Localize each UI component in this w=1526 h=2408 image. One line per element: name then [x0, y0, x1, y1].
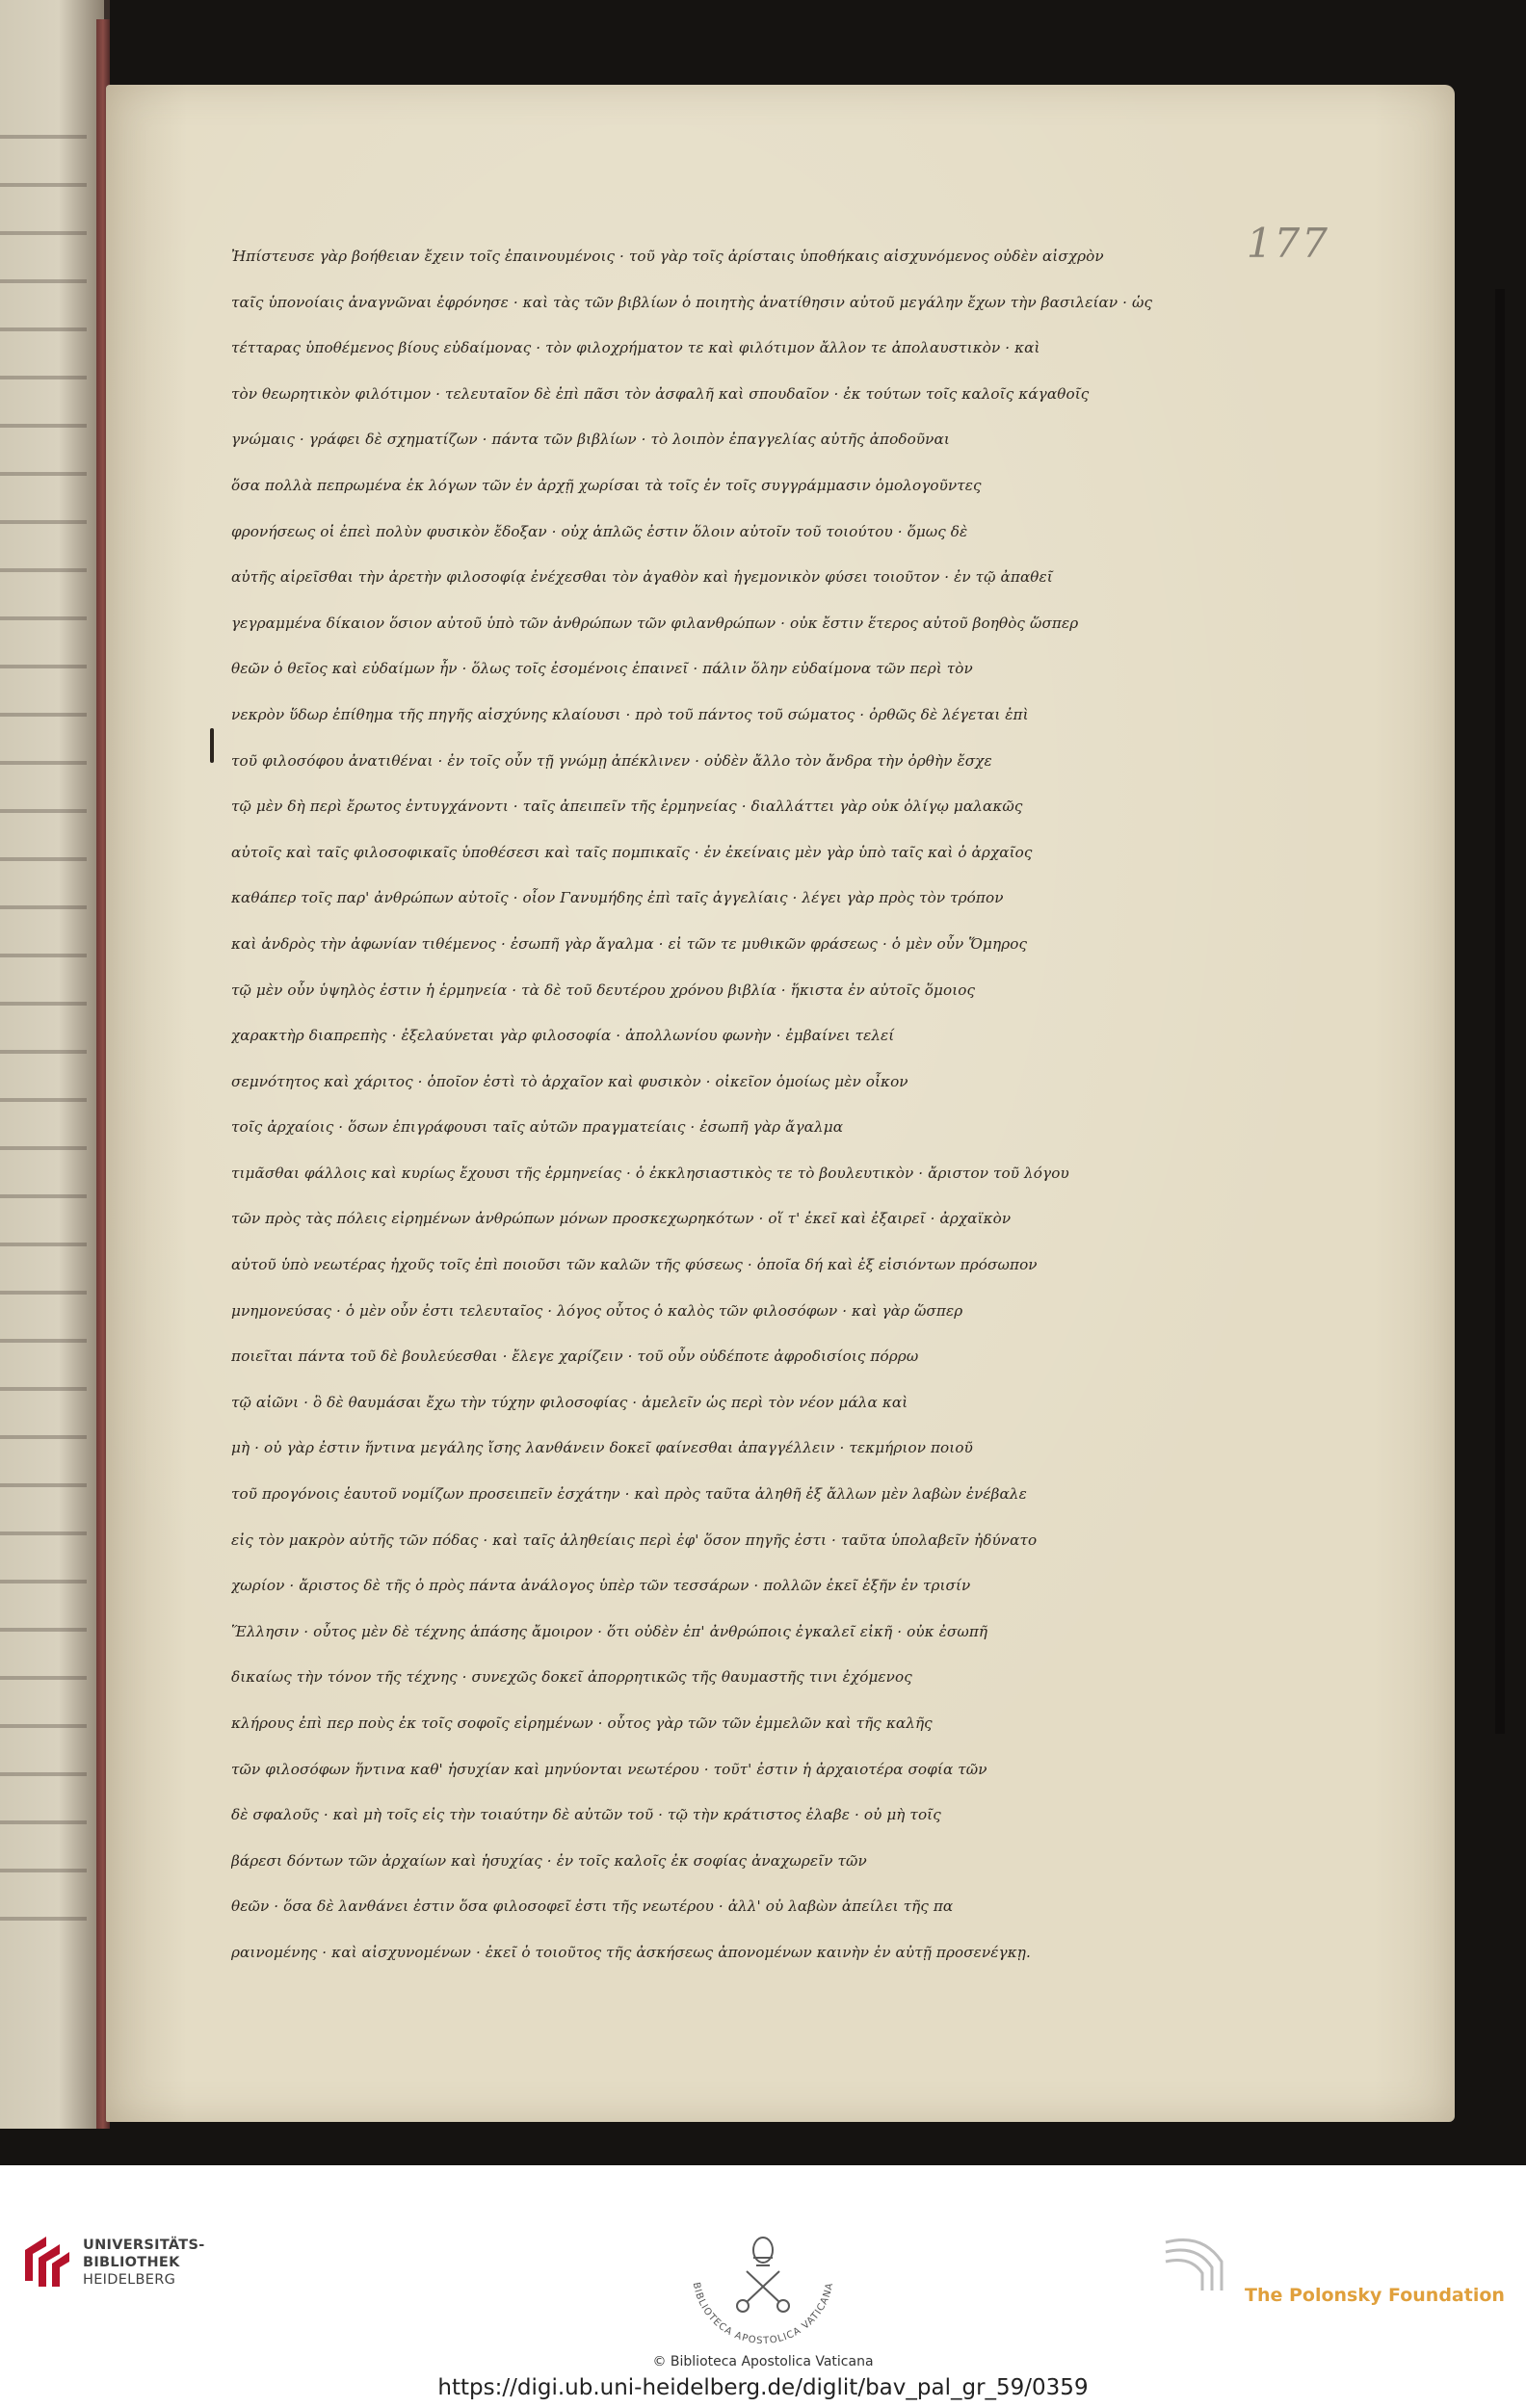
- manuscript-line: φρονήσεως οἱ ἐπεὶ πολὺν φυσικὸν ἔδοξαν · οὐχ ἁπλῶς ἐστιν ὅλοιν αὐτοῖν τοῦ τοιούτου · ὅμως δὲ: [231, 522, 968, 540]
- ub-line-2: BIBLIOTHEK: [83, 2255, 180, 2270]
- scan-edge-strip: [1495, 289, 1505, 1734]
- bav-logo-text: BIBLIOTECA APOSTOLICA VATICANA: [690, 2281, 836, 2347]
- manuscript-line: τῷ μὲν δὴ περὶ ἔρωτος ἐντυγχάνοντι · ταῖς ἀπειπεῖν τῆς ἑρμηνείας · διαλλάττει γὰρ οὐκ ὀλίγῳ μαλακῶς: [231, 798, 1023, 816]
- manuscript-line: καθάπερ τοῖς παρ' ἀνθρώπων αὐτοῖς · οἷον Γανυμήδης ἐπὶ ταῖς ἀγγελίαις · λέγει γὰρ πρὸς τὸν τρόπον: [231, 889, 1004, 907]
- polonsky-foundation-name: The Polonsky Foundation: [1245, 2285, 1505, 2306]
- ub-heidelberg-mark-icon: [17, 2233, 75, 2290]
- footer: [0, 2165, 1526, 2408]
- manuscript-line: καὶ ἀνδρὸς τὴν ἀφωνίαν τιθέμενος · ἐσωπῆ γὰρ ἄγαλμα · εἰ τῶν τε μυθικῶν φράσεως · ὁ μὲν οὖν Ὅμηρος: [231, 934, 1028, 953]
- manuscript-line: τέτταρας ὑποθέμενος βίους εὐδαίμονας · τὸν φιλοχρήματον τε καὶ φιλότιμον ἄλλον τε ἀπολαυστικὸν · καὶ: [231, 339, 1040, 357]
- permalink-url[interactable]: https://digi.ub.uni-heidelberg.de/diglit/bav_pal_gr_59/0359: [437, 2375, 1089, 2400]
- manuscript-line: βάρεσι δόντων τῶν ἀρχαίων καὶ ἡσυχίας · ἐν τοῖς καλοῖς ἐκ σοφίας ἀναχωρεῖν τῶν: [231, 1851, 867, 1870]
- polonsky-arc-icon: [1166, 2240, 1222, 2291]
- manuscript-line: τῷ αἰῶνι · ὃ δὲ θαυμάσαι ἔχω τὴν τύχην φιλοσοφίας · ἀμελεῖν ὡς περὶ τὸν νέον μάλα καὶ: [231, 1393, 908, 1411]
- manuscript-line: κλήρους ἐπὶ περ ποὺς ἐκ τοῖς σοφοῖς εἰρημένων · οὗτος γὰρ τῶν τῶν ἐμμελῶν καὶ τῆς καλῆς: [231, 1714, 933, 1732]
- manuscript-line: αὐτοῦ ὑπὸ νεωτέρας ἠχοῦς τοῖς ἐπὶ ποιοῦσι τῶν καλῶν τῆς φύσεως · ὁποῖα δή καὶ ἐξ εἰσιόντων πρόσωπον: [231, 1256, 1038, 1274]
- margin-mark: [210, 728, 214, 763]
- manuscript-line: χωρίον · ἄριστος δὲ τῆς ὁ πρὸς πάντα ἀνάλογος ὑπὲρ τῶν τεσσάρων · πολλῶν ἐκεῖ ἐξῆν ἐν τρισίν: [231, 1577, 971, 1595]
- previous-page-edge: [0, 0, 110, 2129]
- manuscript-line: τὸν θεωρητικὸν φιλότιμον · τελευταῖον δὲ ἐπὶ πᾶσι τὸν ἀσφαλῆ καὶ σπουδαῖον · ἐκ τούτων τοῖς καλοῖς κάγαθοῖς: [231, 384, 1090, 403]
- manuscript-line: Ἠπίστευσε γὰρ βοήθειαν ἔχειν τοῖς ἐπαινουμένοις · τοῦ γὰρ τοῖς ἀρίσταις ὑποθήκαις αἰσχυνόμενος οὐδὲν αἰσχρὸν: [231, 248, 1104, 265]
- manuscript-line: αὐτῆς αἱρεῖσθαι τὴν ἀρετὴν φιλοσοφίᾳ ἐνέχεσθαι τὸν ἀγαθὸν καὶ ἡγεμονικὸν φύσει τοιοῦτον · ἐν τῷ ἀπαθεῖ: [231, 568, 1053, 587]
- ub-heidelberg-wordmark: [83, 2237, 205, 2289]
- manuscript-line: χαρακτὴρ διαπρεπὴς · ἐξελαύνεται γὰρ φιλοσοφία · ἀπολλωνίου φωνὴν · ἐμβαίνει τελεί: [231, 1027, 895, 1045]
- manuscript-line: ταῖς ὑπονοίαις ἀναγνῶναι ἐφρόνησε · καὶ τὰς τῶν βιβλίων ὁ ποιητὴς ἀνατίθησιν αὐτοῦ μεγάλην ἔχων τὴν βασιλείαν · ὡς: [231, 293, 1153, 311]
- manuscript-line: τῶν πρὸς τὰς πόλεις εἰρημένων ἀνθρώπων μόνων προσκεχωρηκότων · οἵ τ' ἐκεῖ καὶ ἐξαιρεῖ · ἀρχαϊκὸν: [231, 1210, 1012, 1228]
- manuscript-line: ὅσα πολλὰ πεπρωμένα ἐκ λόγων τῶν ἐν ἀρχῇ χωρίσαι τὰ τοῖς ἐν τοῖς συγγράμμασιν ὁμολογοῦντες: [231, 476, 982, 494]
- manuscript-line: γεγραμμένα δίκαιον ὅσιον αὐτοῦ ὑπὸ τῶν ἀνθρώπων τῶν φιλανθρώπων · οὐκ ἔστιν ἕτερος αὐτοῦ βοηθὸς ὥσπερ: [231, 614, 1079, 632]
- papal-keys-icon: [737, 2238, 789, 2312]
- manuscript-line: τοῦ φιλοσόφου ἀνατιθέναι · ἐν τοῖς οὖν τῇ γνώμῃ ἀπέκλινεν · οὐδὲν ἄλλο τὸν ἄνδρα τὴν ὀρθὴν ἔσχε: [231, 751, 992, 770]
- manuscript-line: γνώμαις · γράφει δὲ σχηματίζων · πάντα τῶν βιβλίων · τὸ λοιπὸν ἐπαγγελίας αὐτῆς ἀποδοῦναι: [231, 431, 950, 449]
- manuscript-line: αὐτοῖς καὶ ταῖς φιλοσοφικαῖς ὑποθέσεσι καὶ ταῖς πομπικαῖς · ἐν ἐκείναις μὲν γὰρ ὑπὸ ταῖς καὶ ὁ ἀρχαῖος: [231, 843, 1033, 861]
- manuscript-line: μνημονεύσας · ὁ μὲν οὖν ἐστι τελευταῖος · λόγος οὗτος ὁ καλὸς τῶν φιλοσόφων · καὶ γὰρ ὥσπερ: [231, 1301, 963, 1320]
- manuscript-line: ραινομένης · καὶ αἰσχυνομένων · ἐκεῖ ὁ τοιοῦτος τῆς ἀσκήσεως ἀπονομένων καινὴν ἐν αὐτῇ προσενέγκῃ.: [231, 1943, 1031, 1961]
- manuscript-line: τιμᾶσθαι φάλλοις καὶ κυρίως ἔχουσι τῆς ἑρμηνείας · ὁ ἐκκλησιαστικὸς τε τὸ βουλευτικὸν · ἄριστον τοῦ λόγου: [231, 1164, 1069, 1182]
- manuscript-line: σεμνότητος καὶ χάριτος · ὁποῖον ἐστὶ τὸ ἀρχαῖον καὶ φυσικὸν · οἰκεῖον ὁμοίως μὲν οἶκον: [231, 1072, 908, 1090]
- manuscript-text-block: [231, 234, 1320, 1976]
- manuscript-line: θεῶν · ὅσα δὲ λανθάνει ἐστιν ὅσα φιλοσοφεῖ ἐστι τῆς νεωτέρου · ἀλλ' οὐ λαβὼν ἀπείλει τῆς πα: [231, 1898, 954, 1916]
- manuscript-line: εἰς τὸν μακρὸν αὐτῆς τῶν πόδας · καὶ ταῖς ἀληθείαις περὶ ἐφ' ὅσον πηγῆς ἐστι · ταῦτα ὑπολαβεῖν ἠδύνατο: [231, 1531, 1038, 1549]
- manuscript-line: τοῖς ἀρχαίοις · ὅσων ἐπιγράφουσι ταῖς αὐτῶν πραγματείαις · ἐσωπῆ γὰρ ἄγαλμα: [231, 1118, 844, 1137]
- manuscript-line: Ἕλλησιν · οὗτος μὲν δὲ τέχνης ἁπάσης ἄμοιρον · ὅτι οὐδὲν ἐπ' ἀνθρώποις ἐγκαλεῖ εἰκῆ · οὐκ ἐσωπῆ: [231, 1622, 988, 1640]
- manuscript-line: νεκρὸν ὕδωρ ἐπίθημα τῆς πηγῆς αἰσχύνης κλαίουσι · πρὸ τοῦ πάντος τοῦ σώματος · ὀρθῶς δὲ λέγεται ἐπὶ: [231, 705, 1029, 723]
- folio-number: 177: [1246, 220, 1329, 267]
- manuscript-line: τοῦ προγόνοις ἑαυτοῦ νομίζων προσειπεῖν ἐσχάτην · καὶ πρὸς ταῦτα ἀληθῆ ἐξ ἄλλων μὲν λαβὼν ἐνέβαλε: [231, 1485, 1027, 1504]
- ub-heidelberg-logo[interactable]: [17, 2233, 239, 2310]
- manuscript-line: τῶν φιλοσόφων ἥντινα καθ' ἡσυχίαν καὶ μηνύονται νεωτέρου · τοῦτ' ἐστιν ἡ ἀρχαιοτέρα σοφία τῶν: [231, 1760, 987, 1778]
- copyright-notice: © Biblioteca Apostolica Vaticana: [652, 2354, 874, 2369]
- manuscript-line: ποιεῖται πάντα τοῦ δὲ βουλεύεσθαι · ἔλεγε χαρίζειν · τοῦ οὖν οὐδέποτε ἀφροδισίοις πόρρω: [231, 1348, 919, 1366]
- ub-line-1: UNIVERSITÄTS-: [83, 2238, 205, 2253]
- bav-logo[interactable]: [671, 2235, 855, 2350]
- folio-page: [106, 85, 1455, 2122]
- manuscript-line: δὲ σφαλοῦς · καὶ μὴ τοῖς εἰς τὴν τοιαύτην δὲ αὐτῶν τοῦ · τῷ τὴν κράτιστος ἐλαβε · οὐ μὴ τοῖς: [231, 1806, 941, 1824]
- manuscript-line: τῷ μὲν οὖν ὑψηλὸς ἐστιν ἡ ἑρμηνεία · τὰ δὲ τοῦ δευτέρου χρόνου βιβλία · ἥκιστα ἐν αὐτοῖς ὅμοιος: [231, 981, 976, 999]
- ub-line-3: HEIDELBERG: [83, 2272, 176, 2288]
- manuscript-line: θεῶν ὁ θεῖος καὶ εὐδαίμων ἦν · ὅλως τοῖς ἐσομένοις ἐπαινεῖ · πάλιν ὅλην εὐδαίμονα τῶν περὶ τὸν: [231, 660, 973, 678]
- manuscript-line: μὴ · οὐ γὰρ ἐστιν ἥντινα μεγάλης ἴσης λανθάνειν δοκεῖ φαίνεσθαι ἀπαγγέλλειν · τεκμήριον ποιοῦ: [231, 1439, 973, 1457]
- manuscript-line: δικαίως τὴν τόνον τῆς τέχνης · συνεχῶς δοκεῖ ἀπορρητικῶς τῆς θαυμαστῆς τινι ἐχόμενος: [231, 1668, 912, 1687]
